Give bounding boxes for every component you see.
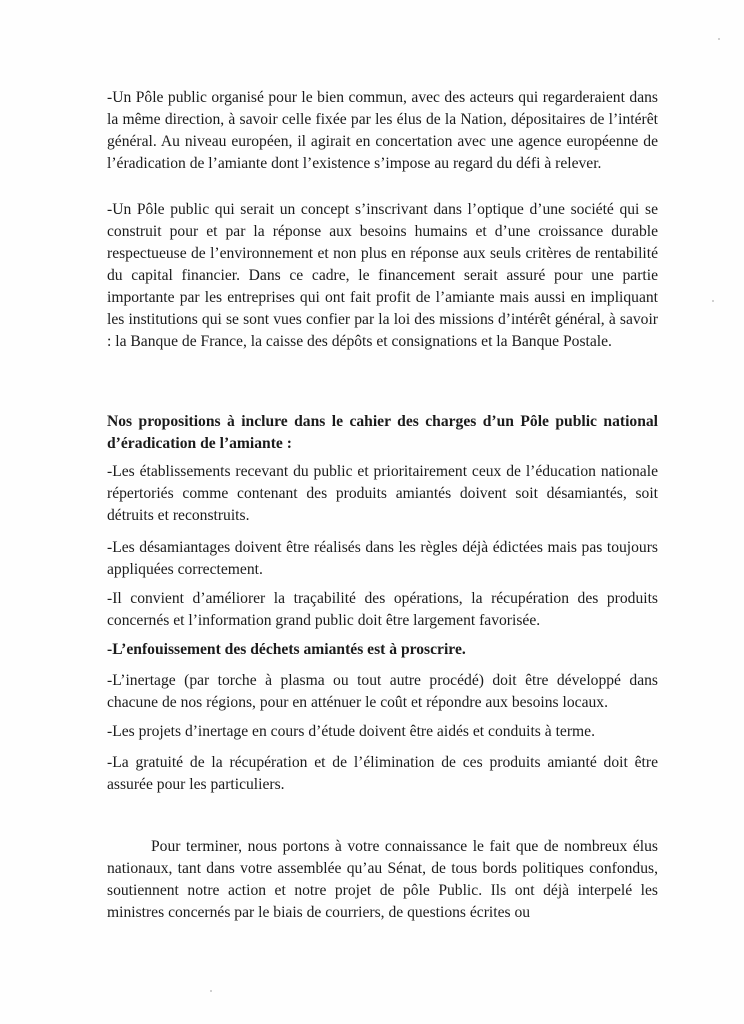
paragraph-gratuite (107, 752, 658, 796)
scan-speck (718, 38, 720, 40)
heading-text: Nos propositions à inclure dans le cahier des charges d’un Pôle public national d’éradication de l’amiante : (107, 413, 658, 452)
paragraph-pole-public-bien-commun (107, 87, 658, 175)
paragraph-desamiantages (107, 537, 658, 581)
paragraph-text: -Un Pôle public organisé pour le bien commun, avec des acteurs qui regarderaient dans la même direction, à savoir celle fixée par les élus de la Nation, dépositaires de l’intérêt général. Au niveau européen, il agirait en concertation avec une agence européenne de l’éradication de l’amiante dont l’existence s’impose au regard du défi à relever. (107, 89, 658, 172)
paragraph-text: -Les désamiantages doivent être réalisés dans les règles déjà édictées mais pas toujours appliquées correctement. (107, 539, 658, 578)
paragraph-inertage (107, 670, 658, 714)
paragraph-text: Pour terminer, nous portons à votre connaissance le fait que de nombreux élus nationaux, tant dans votre assemblée qu’au Sénat, de tous bords politiques confondus, soutiennent notre action et notre projet de pôle Public. Ils ont déjà interpelé les ministres concernés par le biais de courriers, de questions écrites ou (107, 838, 658, 921)
paragraph-projets-inertage (107, 721, 658, 743)
paragraph-enfouissement (107, 639, 658, 661)
paragraph-text: -Les projets d’inertage en cours d’étude doivent être aidés et conduits à terme. (107, 723, 595, 740)
paragraph-text: -Les établissements recevant du public et prioritairement ceux de l’éducation nationale répertoriés comme contenant des produits amiantés doivent soit désamiantés, soit détruits et reconstruits. (107, 463, 658, 524)
section-heading-propositions (107, 411, 658, 455)
scan-speck (712, 300, 714, 302)
paragraph-pour-terminer (107, 836, 658, 924)
paragraph-text: -L’inertage (par torche à plasma ou tout autre procédé) doit être développé dans chacune de nos régions, pour en atténuer le coût et répondre aux besoins locaux. (107, 672, 658, 711)
paragraph-etablissements (107, 461, 658, 527)
paragraph-tracabilite (107, 588, 658, 632)
paragraph-text: -La gratuité de la récupération et de l’élimination de ces produits amianté doit être assurée pour les particuliers. (107, 754, 658, 793)
paragraph-text: -Un Pôle public qui serait un concept s’inscrivant dans l’optique d’une société qui se construit pour et par la réponse aux besoins humains et d’une croissance durable respectueuse de l’environnement et non plus en réponse aux seuls critères de rentabilité du capital financier. Dans ce cadre, le financement serait assuré pour une partie importante par les entreprises qui ont fait profit de l’amiante mais aussi en impliquant les institutions qui se sont vues confier par la loi des missions d’intérêt général, à savoir : la Banque de France, la caisse des dépôts et consignations et la Banque Postale. (107, 201, 658, 350)
scan-speck (210, 990, 212, 992)
paragraph-text: -Il convient d’améliorer la traçabilité des opérations, la récupération des produits concernés et l’information grand public doit être largement favorisée. (107, 590, 658, 629)
paragraph-text: -L’enfouissement des déchets amiantés est à proscrire. (107, 641, 466, 658)
paragraph-pole-public-concept (107, 199, 658, 353)
